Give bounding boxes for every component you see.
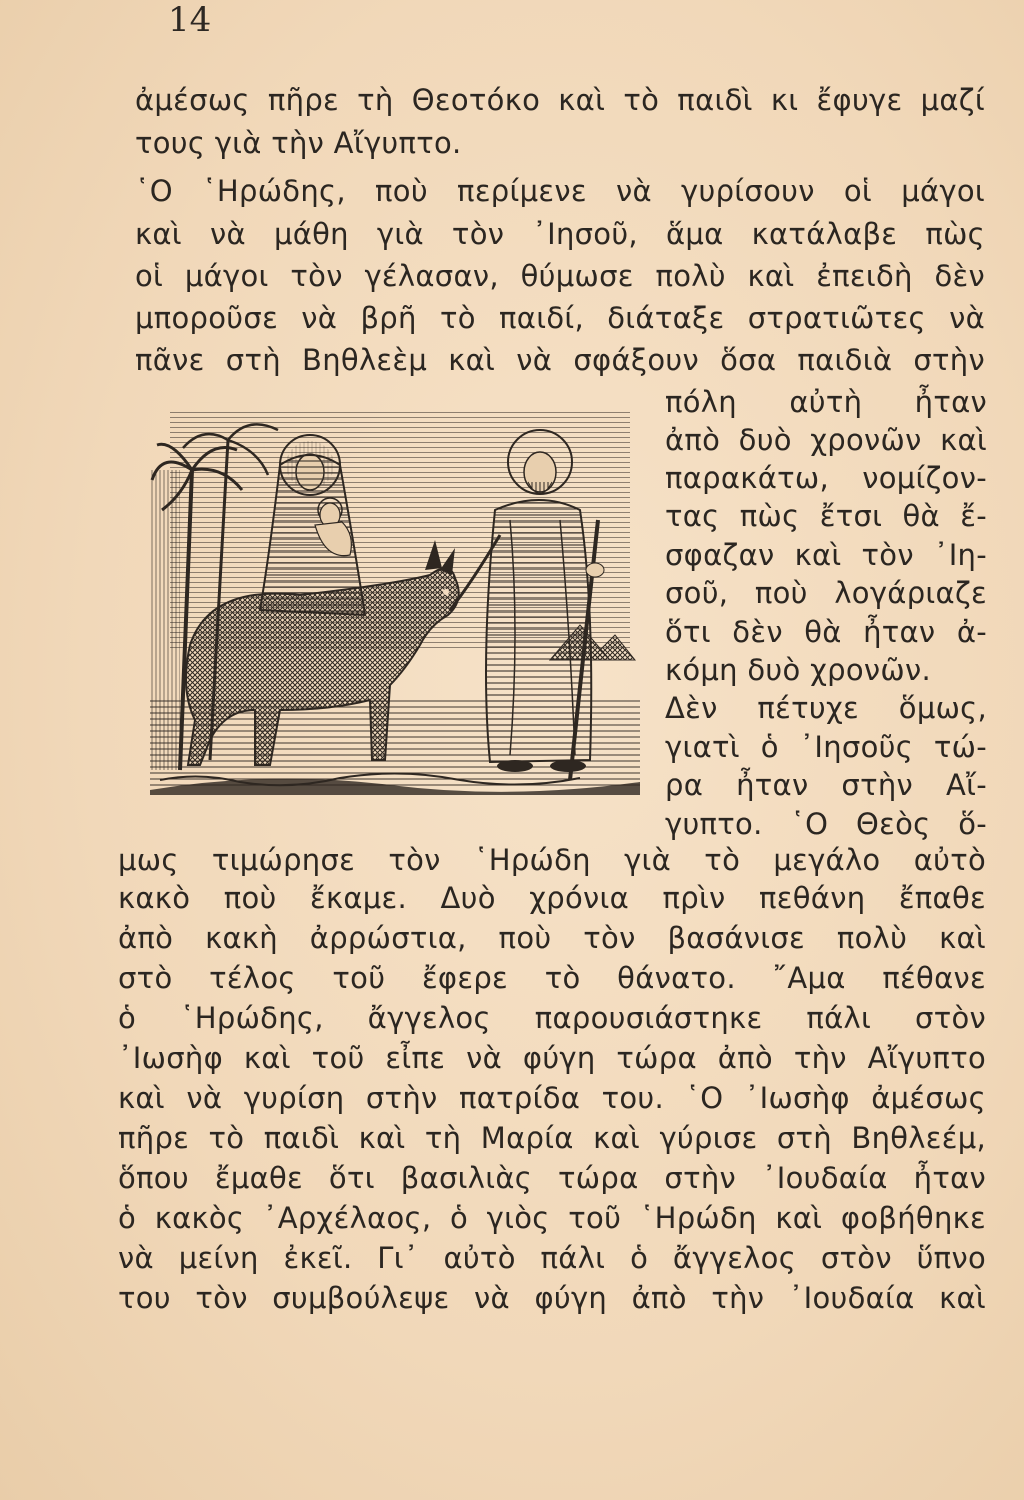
text-line-21: κακὸ ποὺ ἔκαμε. Δυὸ χρόνια πρὶν πεθάνη ἔπαθε (118, 881, 986, 915)
text-line-11: τας πὼς ἔτσι θὰ ἔ- (665, 499, 987, 533)
text-line-2: τους γιὰ τὴν Αἴγυπτο. (135, 126, 462, 160)
text-line-16: Δὲν πέτυχε ὅμως, (665, 691, 987, 725)
text-line-29: ὁ κακὸς ᾿Αρχέλαος, ὁ γιὸς τοῦ ῾Ηρώδη καὶ φοβήθηκε (118, 1201, 986, 1235)
text-line-18: ρα ἦταν στὴν Αἴ- (665, 768, 987, 802)
text-line-5: οἱ μάγοι τὸν γέλασαν, θύμωσε πολὺ καὶ ἐπειδὴ δὲν (135, 259, 985, 293)
text-line-10: παρακάτω, νομίζον- (665, 461, 987, 495)
text-line-25: ᾿Ιωσὴφ καὶ τοῦ εἶπε νὰ φύγη τώρα ἀπὸ τὴν Αἴγυπτο (118, 1041, 986, 1075)
text-line-17: γιατὶ ὁ ᾿Ιησοῦς τώ- (665, 730, 987, 764)
text-line-7: πᾶνε στὴ Βηθλεὲμ καὶ νὰ σφάξουν ὅσα παιδιὰ στὴν (135, 343, 985, 377)
text-line-24: ὁ ῾Ηρώδης, ἄγγελος παρουσιάστηκε πάλι στὸν (118, 1001, 986, 1035)
text-line-15: κόμη δυὸ χρονῶν. (665, 653, 931, 687)
text-line-22: ἀπὸ κακὴ ἀρρώστια, ποὺ τὸν βασάνισε πολὺ καὶ (118, 921, 986, 955)
page-number: 14 (168, 0, 212, 40)
text-line-31: του τὸν συμβούλεψε νὰ φύγη ἀπὸ τὴν ᾿Ιουδαία καὶ (118, 1281, 986, 1315)
text-line-13: σοῦ, ποὺ λογάριαζε (665, 576, 987, 610)
text-line-23: στὸ τέλος τοῦ ἔφερε τὸ θάνατο. ῎Αμα πέθανε (118, 961, 986, 995)
text-line-12: σφαζαν καὶ τὸν ᾿Ιη- (665, 538, 987, 572)
text-line-27: πῆρε τὸ παιδὶ καὶ τὴ Μαρία καὶ γύρισε στὴ Βηθλεέμ, (118, 1121, 986, 1155)
text-line-20: μως τιμώρησε τὸν ῾Ηρώδη γιὰ τὸ μεγάλο αὐτὸ (118, 843, 986, 877)
woodcut-flight-into-egypt-icon (150, 410, 640, 795)
text-line-30: νὰ μείνη ἐκεῖ. Γι᾿ αὐτὸ πάλι ὁ ἄγγελος στὸν ὕπνο (118, 1241, 986, 1275)
text-line-4: καὶ νὰ μάθη γιὰ τὸν ᾿Ιησοῦ, ἅμα κατάλαβε πὼς (135, 217, 985, 251)
text-line-1: ἀμέσως πῆρε τὴ Θεοτόκο καὶ τὸ παιδὶ κι ἔφυγε μαζί (135, 83, 985, 117)
text-line-8: πόλη αὐτὴ ἦταν (665, 385, 987, 419)
text-line-3: ῾Ο ῾Ηρώδης, ποὺ περίμενε νὰ γυρίσουν οἱ μάγοι (135, 174, 985, 208)
text-line-26: καὶ νὰ γυρίση στὴν πατρίδα του. ῾Ο ᾿Ιωσὴφ ἀμέσως (118, 1081, 986, 1115)
text-line-28: ὅπου ἔμαθε ὅτι βασιλιὰς τώρα στὴν ᾿Ιουδαία ἦταν (118, 1161, 986, 1195)
text-line-19: γυπτο. ῾Ο Θεὸς ὅ- (665, 807, 987, 841)
text-line-9: ἀπὸ δυὸ χρονῶν καὶ (665, 423, 987, 457)
text-line-6: μποροῦσε νὰ βρῆ τὸ παιδί, διάταξε στρατιῶτες νὰ (135, 301, 985, 335)
text-line-14: ὅτι δὲν θὰ ἦταν ἀ- (665, 615, 987, 649)
